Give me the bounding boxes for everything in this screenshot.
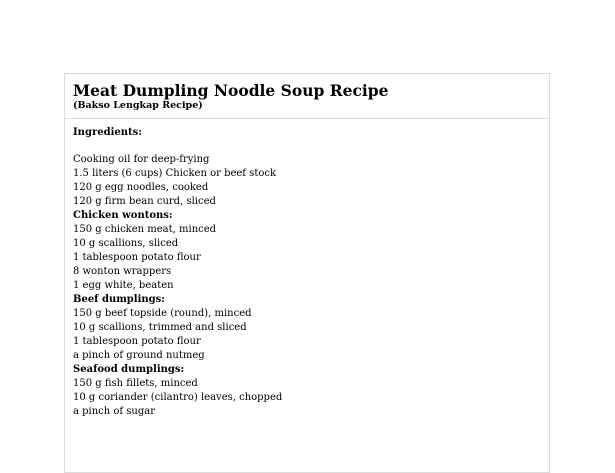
recipe-header [65, 74, 549, 119]
ingredient-group-heading: Beef dumplings: [73, 294, 165, 305]
ingredient-group-heading: Chicken wontons: [73, 210, 173, 221]
ingredient-item: Cooking oil for deep-frying [73, 154, 210, 165]
ingredient-item: 120 g firm bean curd, sliced [73, 196, 216, 207]
ingredient-item: 1 tablespoon potato flour [73, 336, 201, 347]
recipe-body [65, 119, 549, 419]
ingredient-item: a pinch of ground nutmeg [73, 350, 205, 361]
ingredients-list [73, 153, 541, 419]
ingredient-item: 8 wonton wrappers [73, 266, 172, 277]
ingredient-item: 1 egg white, beaten [73, 280, 174, 291]
ingredient-item: 10 g scallions, trimmed and sliced [73, 322, 247, 333]
recipe-card [64, 73, 550, 473]
ingredient-item: 10 g scallions, sliced [73, 238, 179, 249]
ingredient-item: 120 g egg noodles, cooked [73, 182, 209, 193]
ingredient-item: 1.5 liters (6 cups) Chicken or beef stock [73, 168, 277, 179]
ingredient-item: 150 g chicken meat, minced [73, 224, 217, 235]
ingredient-item: a pinch of sugar [73, 406, 156, 417]
ingredient-item: 10 g coriander (cilantro) leaves, chopped [73, 392, 283, 403]
ingredient-item: 150 g fish fillets, minced [73, 378, 198, 389]
ingredient-item: 150 g beef topside (round), minced [73, 308, 252, 319]
ingredients-heading: Ingredients: [73, 127, 142, 138]
recipe-subtitle: (Bakso Lengkap Recipe) [73, 100, 203, 111]
ingredient-item: 1 tablespoon potato flour [73, 252, 201, 263]
ingredient-group-heading: Seafood dumplings: [73, 364, 185, 375]
recipe-title: Meat Dumpling Noodle Soup Recipe [73, 81, 389, 100]
